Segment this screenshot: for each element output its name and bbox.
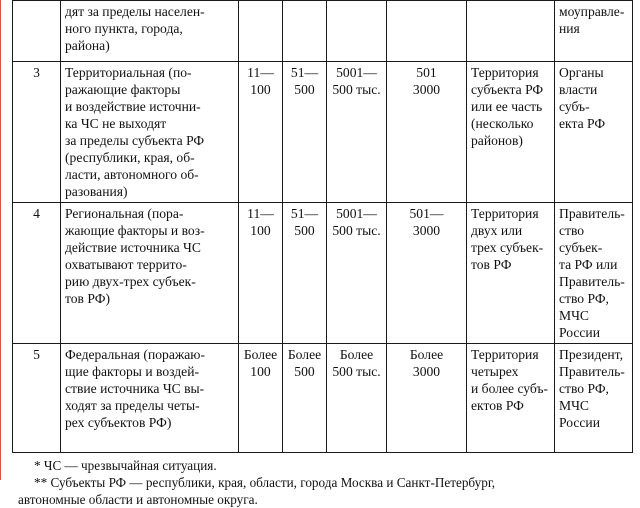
table-row: [13, 62, 633, 203]
row-number: 3: [13, 62, 61, 203]
damage-amount: 5001— 500 тыс.: [327, 62, 387, 203]
zone-size: [387, 1, 467, 62]
emergency-classification-table: [12, 0, 633, 453]
responsible-authority: Органы власти субъ- екта РФ: [555, 62, 633, 203]
impaired-count: 51— 500: [283, 62, 327, 203]
table-row: [13, 1, 633, 62]
emergency-type: дят за пределы населен- ного пункта, города, района): [61, 1, 239, 62]
document-page: [12, 0, 638, 508]
table-row: [13, 344, 633, 453]
victims-count: 11— 100: [239, 203, 283, 344]
responsible-authority: моуправле- ния: [555, 1, 633, 62]
row-number: [13, 1, 61, 62]
impaired-count: Более 500: [283, 344, 327, 453]
victims-count: Более 100: [239, 344, 283, 453]
damage-amount: [327, 1, 387, 62]
responsible-authority: Президент, Правитель- ство РФ, МЧС России: [555, 344, 633, 453]
margin-line: [0, 0, 1, 480]
emergency-type: Федеральная (поражаю- щие факторы и воздей- ствие источника ЧС вы- ходят за пределы четы- рех субъектов РФ): [61, 344, 239, 453]
zone-size: Более 3000: [387, 344, 467, 453]
table-row: [13, 203, 633, 344]
emergency-type: Территориальная (по- ражающие факторы и воздействие источни- ка ЧС не выходят за пределы субъекта РФ (республики, края, об- ласти, автономного об- разования): [61, 62, 239, 203]
victims-count: [239, 1, 283, 62]
zone-size: 501 3000: [387, 62, 467, 203]
impaired-count: 51— 500: [283, 203, 327, 344]
impaired-count: [283, 1, 327, 62]
row-number: 4: [13, 203, 61, 344]
affected-territory: Территория двух или трех субъек- тов РФ: [467, 203, 555, 344]
responsible-authority: Правитель- ство субъек- та РФ или Правитель- ство РФ, МЧС России: [555, 203, 633, 344]
footnote-emergency: * ЧС — чрезвычайная ситуация.: [34, 458, 217, 473]
zone-size: 501— 3000: [387, 203, 467, 344]
affected-territory: Территория субъекта РФ или ее часть (несколько районов): [467, 62, 555, 203]
emergency-type: Региональная (пора- жающие факторы и воз- действие источника ЧС охватывают террито- рию двух-трех субъек- тов РФ): [61, 203, 239, 344]
row-number: 5: [13, 344, 61, 453]
footnote-subjects: ** Субъекты РФ — республики, края, области, города Москва и Санкт-Петербург,: [34, 475, 496, 490]
footnote-subjects-continued: автономные области и автономные округа.: [18, 492, 258, 507]
victims-count: 11— 100: [239, 62, 283, 203]
footnotes: [12, 457, 638, 508]
affected-territory: Территория четырех и более субъ- ектов РФ: [467, 344, 555, 453]
damage-amount: 5001— 500 тыс.: [327, 203, 387, 344]
damage-amount: Более 500 тыс.: [327, 344, 387, 453]
affected-territory: [467, 1, 555, 62]
